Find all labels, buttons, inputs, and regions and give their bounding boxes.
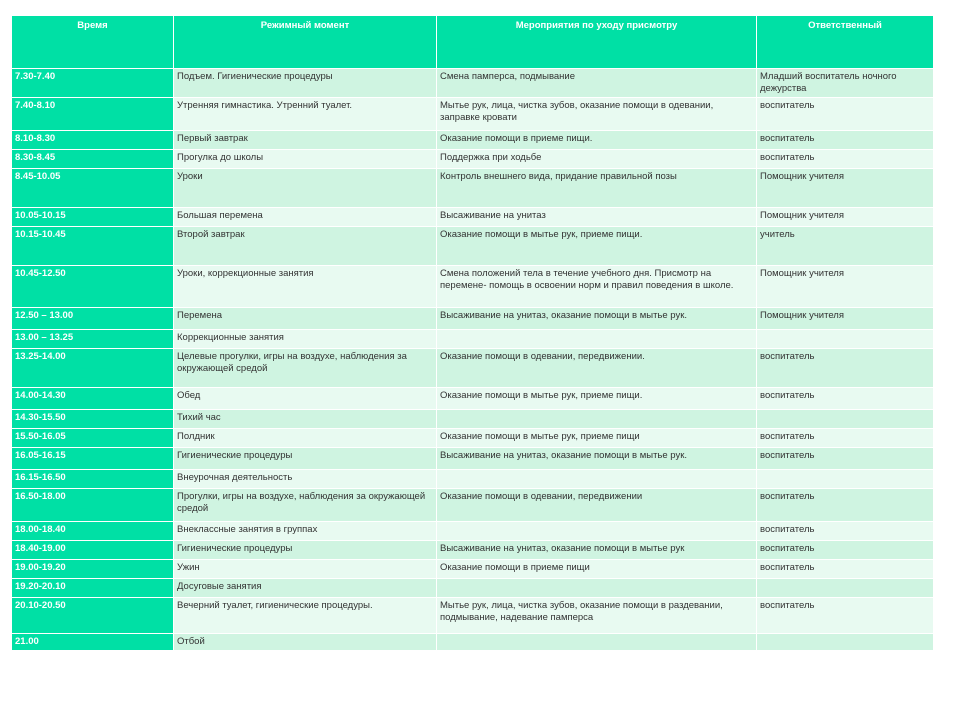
table-row xyxy=(12,69,934,98)
cell-responsible: Помощник учителя xyxy=(757,266,934,308)
cell-activity: Высаживание на унитаз, оказание помощи в мытье рук xyxy=(437,541,757,560)
table-row xyxy=(12,208,934,227)
cell-activity xyxy=(437,410,757,429)
cell-activity: Мытье рук, лица, чистка зубов, оказание помощи в раздевании, подмывание, надевание памперса xyxy=(437,598,757,634)
table-row xyxy=(12,560,934,579)
cell-moment: Досуговые занятия xyxy=(174,579,437,598)
cell-moment: Прогулки, игры на воздухе, наблюдения за окружающей средой xyxy=(174,489,437,522)
cell-activity xyxy=(437,330,757,349)
table-row xyxy=(12,429,934,448)
header-activity: Мероприятия по уходу присмотру xyxy=(437,16,757,69)
table-row xyxy=(12,150,934,169)
cell-moment: Подъем. Гигиенические процедуры xyxy=(174,69,437,98)
table-row xyxy=(12,131,934,150)
cell-time: 7.40-8.10 xyxy=(12,98,174,131)
table-row xyxy=(12,489,934,522)
cell-activity: Поддержка при ходьбе xyxy=(437,150,757,169)
cell-responsible xyxy=(757,579,934,598)
cell-responsible: воспитатель xyxy=(757,598,934,634)
cell-responsible: воспитатель xyxy=(757,131,934,150)
cell-activity xyxy=(437,470,757,489)
table-row xyxy=(12,470,934,489)
cell-responsible xyxy=(757,330,934,349)
cell-time: 8.30-8.45 xyxy=(12,150,174,169)
cell-activity: Высаживание на унитаз, оказание помощи в мытье рук. xyxy=(437,308,757,330)
cell-responsible: воспитатель xyxy=(757,541,934,560)
header-responsible: Ответственный xyxy=(757,16,934,69)
cell-moment: Первый завтрак xyxy=(174,131,437,150)
cell-moment: Отбой xyxy=(174,634,437,651)
cell-responsible xyxy=(757,410,934,429)
cell-activity xyxy=(437,522,757,541)
cell-time: 10.15-10.45 xyxy=(12,227,174,266)
cell-time: 18.40-19.00 xyxy=(12,541,174,560)
cell-activity: Оказание помощи в одевании, передвижении xyxy=(437,489,757,522)
cell-responsible: Помощник учителя xyxy=(757,169,934,208)
cell-responsible xyxy=(757,470,934,489)
cell-activity: Смена памперса, подмывание xyxy=(437,69,757,98)
schedule-table xyxy=(11,15,934,651)
cell-activity xyxy=(437,634,757,651)
header-moment: Режимный момент xyxy=(174,16,437,69)
cell-responsible: Младший воспитатель ночного дежурства xyxy=(757,69,934,98)
table-row xyxy=(12,388,934,410)
table-row xyxy=(12,579,934,598)
table-row xyxy=(12,330,934,349)
cell-time: 20.10-20.50 xyxy=(12,598,174,634)
cell-time: 7.30-7.40 xyxy=(12,69,174,98)
cell-responsible: Помощник учителя xyxy=(757,208,934,227)
cell-moment: Уроки, коррекционные занятия xyxy=(174,266,437,308)
cell-time: 19.00-19.20 xyxy=(12,560,174,579)
table-row xyxy=(12,598,934,634)
cell-moment: Гигиенические процедуры xyxy=(174,448,437,470)
header-time: Время xyxy=(12,16,174,69)
cell-moment: Целевые прогулки, игры на воздухе, наблюдения за окружающей средой xyxy=(174,349,437,388)
cell-responsible: воспитатель xyxy=(757,98,934,131)
cell-responsible: учитель xyxy=(757,227,934,266)
cell-responsible: воспитатель xyxy=(757,560,934,579)
cell-responsible: воспитатель xyxy=(757,489,934,522)
cell-time: 13.25-14.00 xyxy=(12,349,174,388)
cell-time: 21.00 xyxy=(12,634,174,651)
cell-time: 13.00 – 13.25 xyxy=(12,330,174,349)
cell-responsible: воспитатель xyxy=(757,150,934,169)
cell-time: 10.45-12.50 xyxy=(12,266,174,308)
cell-responsible: воспитатель xyxy=(757,349,934,388)
cell-time: 10.05-10.15 xyxy=(12,208,174,227)
table-row xyxy=(12,410,934,429)
cell-time: 16.15-16.50 xyxy=(12,470,174,489)
cell-activity: Оказание помощи в мытье рук, приеме пищи. xyxy=(437,227,757,266)
cell-moment: Большая перемена xyxy=(174,208,437,227)
table-row xyxy=(12,169,934,208)
table-row xyxy=(12,448,934,470)
cell-moment: Гигиенические процедуры xyxy=(174,541,437,560)
cell-time: 15.50-16.05 xyxy=(12,429,174,448)
cell-activity: Оказание помощи в мытье рук, приеме пищи xyxy=(437,429,757,448)
cell-activity: Мытье рук, лица, чистка зубов, оказание помощи в одевании, заправке кровати xyxy=(437,98,757,131)
cell-moment: Полдник xyxy=(174,429,437,448)
cell-activity: Оказание помощи в приеме пищи xyxy=(437,560,757,579)
cell-time: 16.50-18.00 xyxy=(12,489,174,522)
cell-time: 12.50 – 13.00 xyxy=(12,308,174,330)
cell-responsible: воспитатель xyxy=(757,448,934,470)
cell-moment: Прогулка до школы xyxy=(174,150,437,169)
cell-responsible: воспитатель xyxy=(757,429,934,448)
table-row xyxy=(12,98,934,131)
cell-moment: Коррекционные занятия xyxy=(174,330,437,349)
cell-activity: Смена положений тела в течение учебного дня. Присмотр на перемене- помощь в освоении норм и правил поведения в школе. xyxy=(437,266,757,308)
table-row xyxy=(12,266,934,308)
cell-activity: Оказание помощи в приеме пищи. xyxy=(437,131,757,150)
cell-moment: Утренняя гимнастика. Утренний туалет. xyxy=(174,98,437,131)
cell-activity: Высаживание на унитаз, оказание помощи в мытье рук. xyxy=(437,448,757,470)
cell-moment: Вечерний туалет, гигиенические процедуры. xyxy=(174,598,437,634)
cell-moment: Обед xyxy=(174,388,437,410)
table-row xyxy=(12,541,934,560)
table-row xyxy=(12,308,934,330)
cell-time: 14.00-14.30 xyxy=(12,388,174,410)
header-row xyxy=(12,16,934,69)
cell-time: 19.20-20.10 xyxy=(12,579,174,598)
cell-activity xyxy=(437,579,757,598)
cell-moment: Тихий час xyxy=(174,410,437,429)
cell-moment: Ужин xyxy=(174,560,437,579)
cell-moment: Уроки xyxy=(174,169,437,208)
table-row xyxy=(12,227,934,266)
table-row xyxy=(12,634,934,651)
cell-moment: Внеклассные занятия в группах xyxy=(174,522,437,541)
cell-moment: Внеурочная деятельность xyxy=(174,470,437,489)
cell-activity: Оказание помощи в мытье рук, приеме пищи. xyxy=(437,388,757,410)
cell-time: 8.10-8.30 xyxy=(12,131,174,150)
cell-moment: Второй завтрак xyxy=(174,227,437,266)
cell-time: 8.45-10.05 xyxy=(12,169,174,208)
cell-moment: Перемена xyxy=(174,308,437,330)
cell-responsible: Помощник учителя xyxy=(757,308,934,330)
cell-responsible xyxy=(757,634,934,651)
cell-responsible: воспитатель xyxy=(757,388,934,410)
cell-activity: Оказание помощи в одевании, передвижении. xyxy=(437,349,757,388)
table-row xyxy=(12,349,934,388)
cell-activity: Контроль внешнего вида, придание правильной позы xyxy=(437,169,757,208)
cell-activity: Высаживание на унитаз xyxy=(437,208,757,227)
schedule-table-wrap xyxy=(11,15,933,651)
cell-responsible: воспитатель xyxy=(757,522,934,541)
cell-time: 16.05-16.15 xyxy=(12,448,174,470)
cell-time: 18.00-18.40 xyxy=(12,522,174,541)
cell-time: 14.30-15.50 xyxy=(12,410,174,429)
table-row xyxy=(12,522,934,541)
